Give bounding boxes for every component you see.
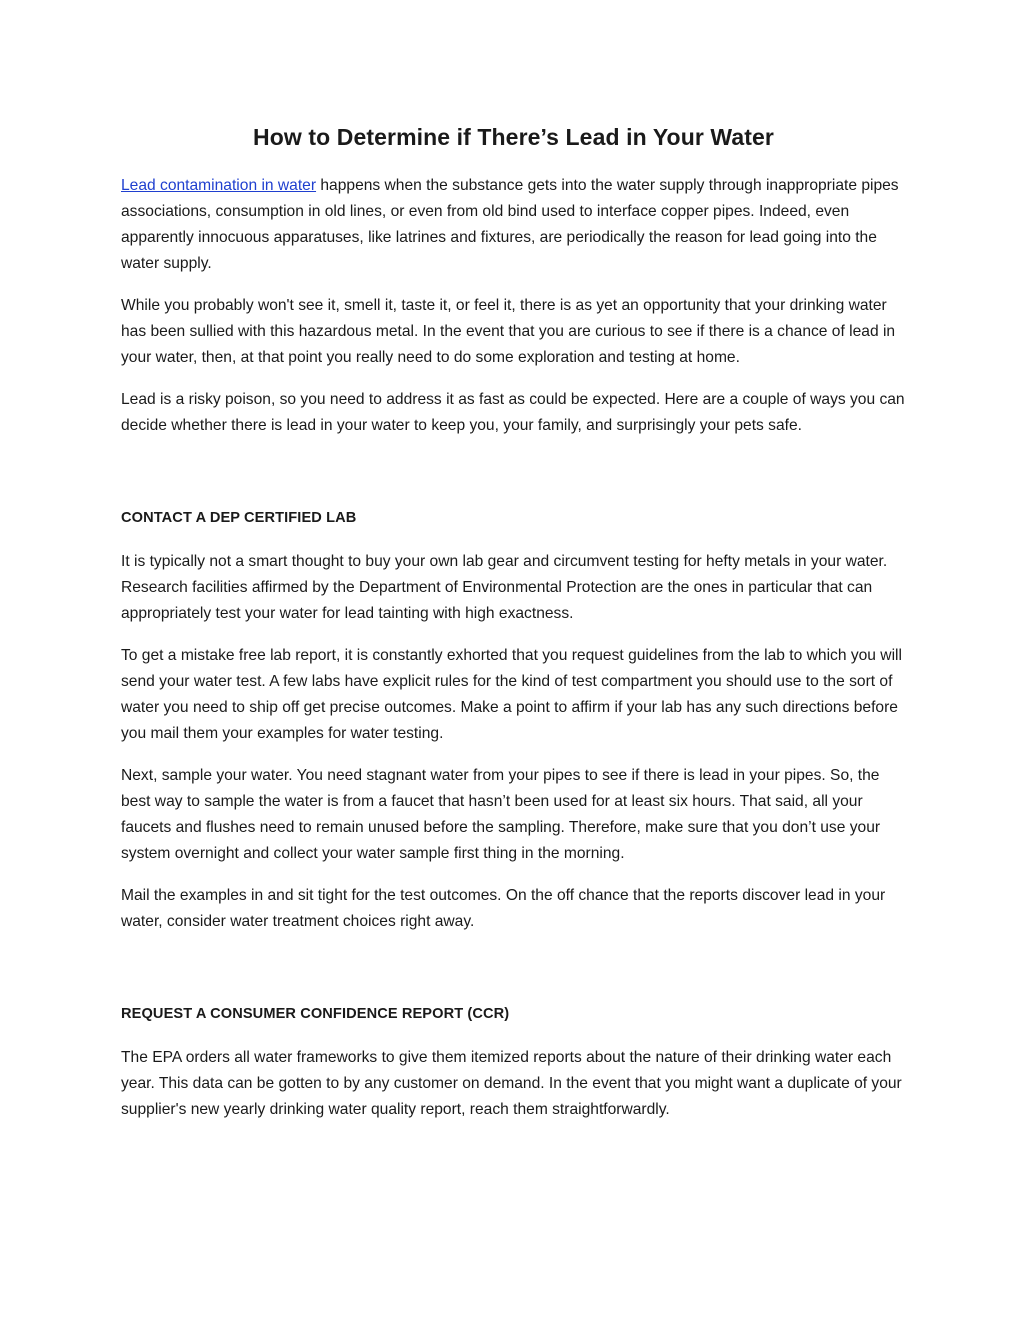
section1-paragraph-1: It is typically not a smart thought to buy your own lab gear and circumvent testing for hefty metals in your water. Research facilities affirmed by the Department of Environmental Protection are the ones in particular that can appropriately test your water for lead tainting with high exactness. — [121, 553, 888, 622]
intro-paragraph-3: Lead is a risky poison, so you need to address it as fast as could be expected. Here are a couple of ways you can decide whether there is lead in your water to keep you, your family, and surprisingly your pets safe. — [121, 391, 905, 434]
intro-paragraph-1 — [121, 173, 906, 277]
section-spacer — [121, 455, 906, 505]
page-title: How to Determine if There’s Lead in Your Water — [253, 124, 774, 150]
section-spacer — [121, 951, 906, 1001]
intro-paragraph-1-text: happens when the substance gets into the water supply through inappropriate pipes associations, consumption in old lines, or even from old bind used to interface copper pipes. Indeed, even apparently innocuous apparatuses, like latrines and fixtures, are periodically the reason for lead going into the water supply. — [121, 177, 899, 272]
section2-paragraph-1: The EPA orders all water frameworks to give them itemized reports about the nature of their drinking water each year. This data can be gotten to by any customer on demand. In the event that you might want a duplicate of your supplier's new yearly drinking water quality report, reach them straightforwardly. — [121, 1049, 902, 1118]
section1-paragraph-4: Mail the examples in and sit tight for the test outcomes. On the off chance that the reports discover lead in your water, consider water treatment choices right away. — [121, 887, 886, 930]
section-heading-certified-lab: CONTACT A DEP CERTIFIED LAB — [121, 510, 357, 526]
lead-contamination-link[interactable]: Lead contamination in water — [121, 177, 317, 194]
section1-paragraph-2: To get a mistake free lab report, it is constantly exhorted that you request guidelines from the lab to which you will send your water test. A few labs have explicit rules for the kind of test compartment you should use to the sort of water you need to ship off get precise outcomes. Make a point to affirm if your lab has any such directions before you mail them your examples for water testing. — [121, 647, 902, 742]
document-body — [121, 173, 906, 1139]
intro-paragraph-2: While you probably won't see it, smell it, taste it, or feel it, there is as yet an opportunity that your drinking water has been sullied with this hazardous metal. In the event that you are curious to see if there is a chance of lead in your water, then, at that point you really need to do some exploration and testing at home. — [121, 297, 896, 366]
section-heading-ccr: REQUEST A CONSUMER CONFIDENCE REPORT (CCR) — [121, 1006, 510, 1022]
section1-paragraph-3: Next, sample your water. You need stagnant water from your pipes to see if there is lead in your pipes. So, the best way to sample the water is from a faucet that hasn’t been used for at least six hours. That said, all your faucets and flushes need to remain unused before the sampling. Therefore, make sure that you don’t use your system overnight and collect your water sample first thing in the morning. — [121, 767, 881, 862]
